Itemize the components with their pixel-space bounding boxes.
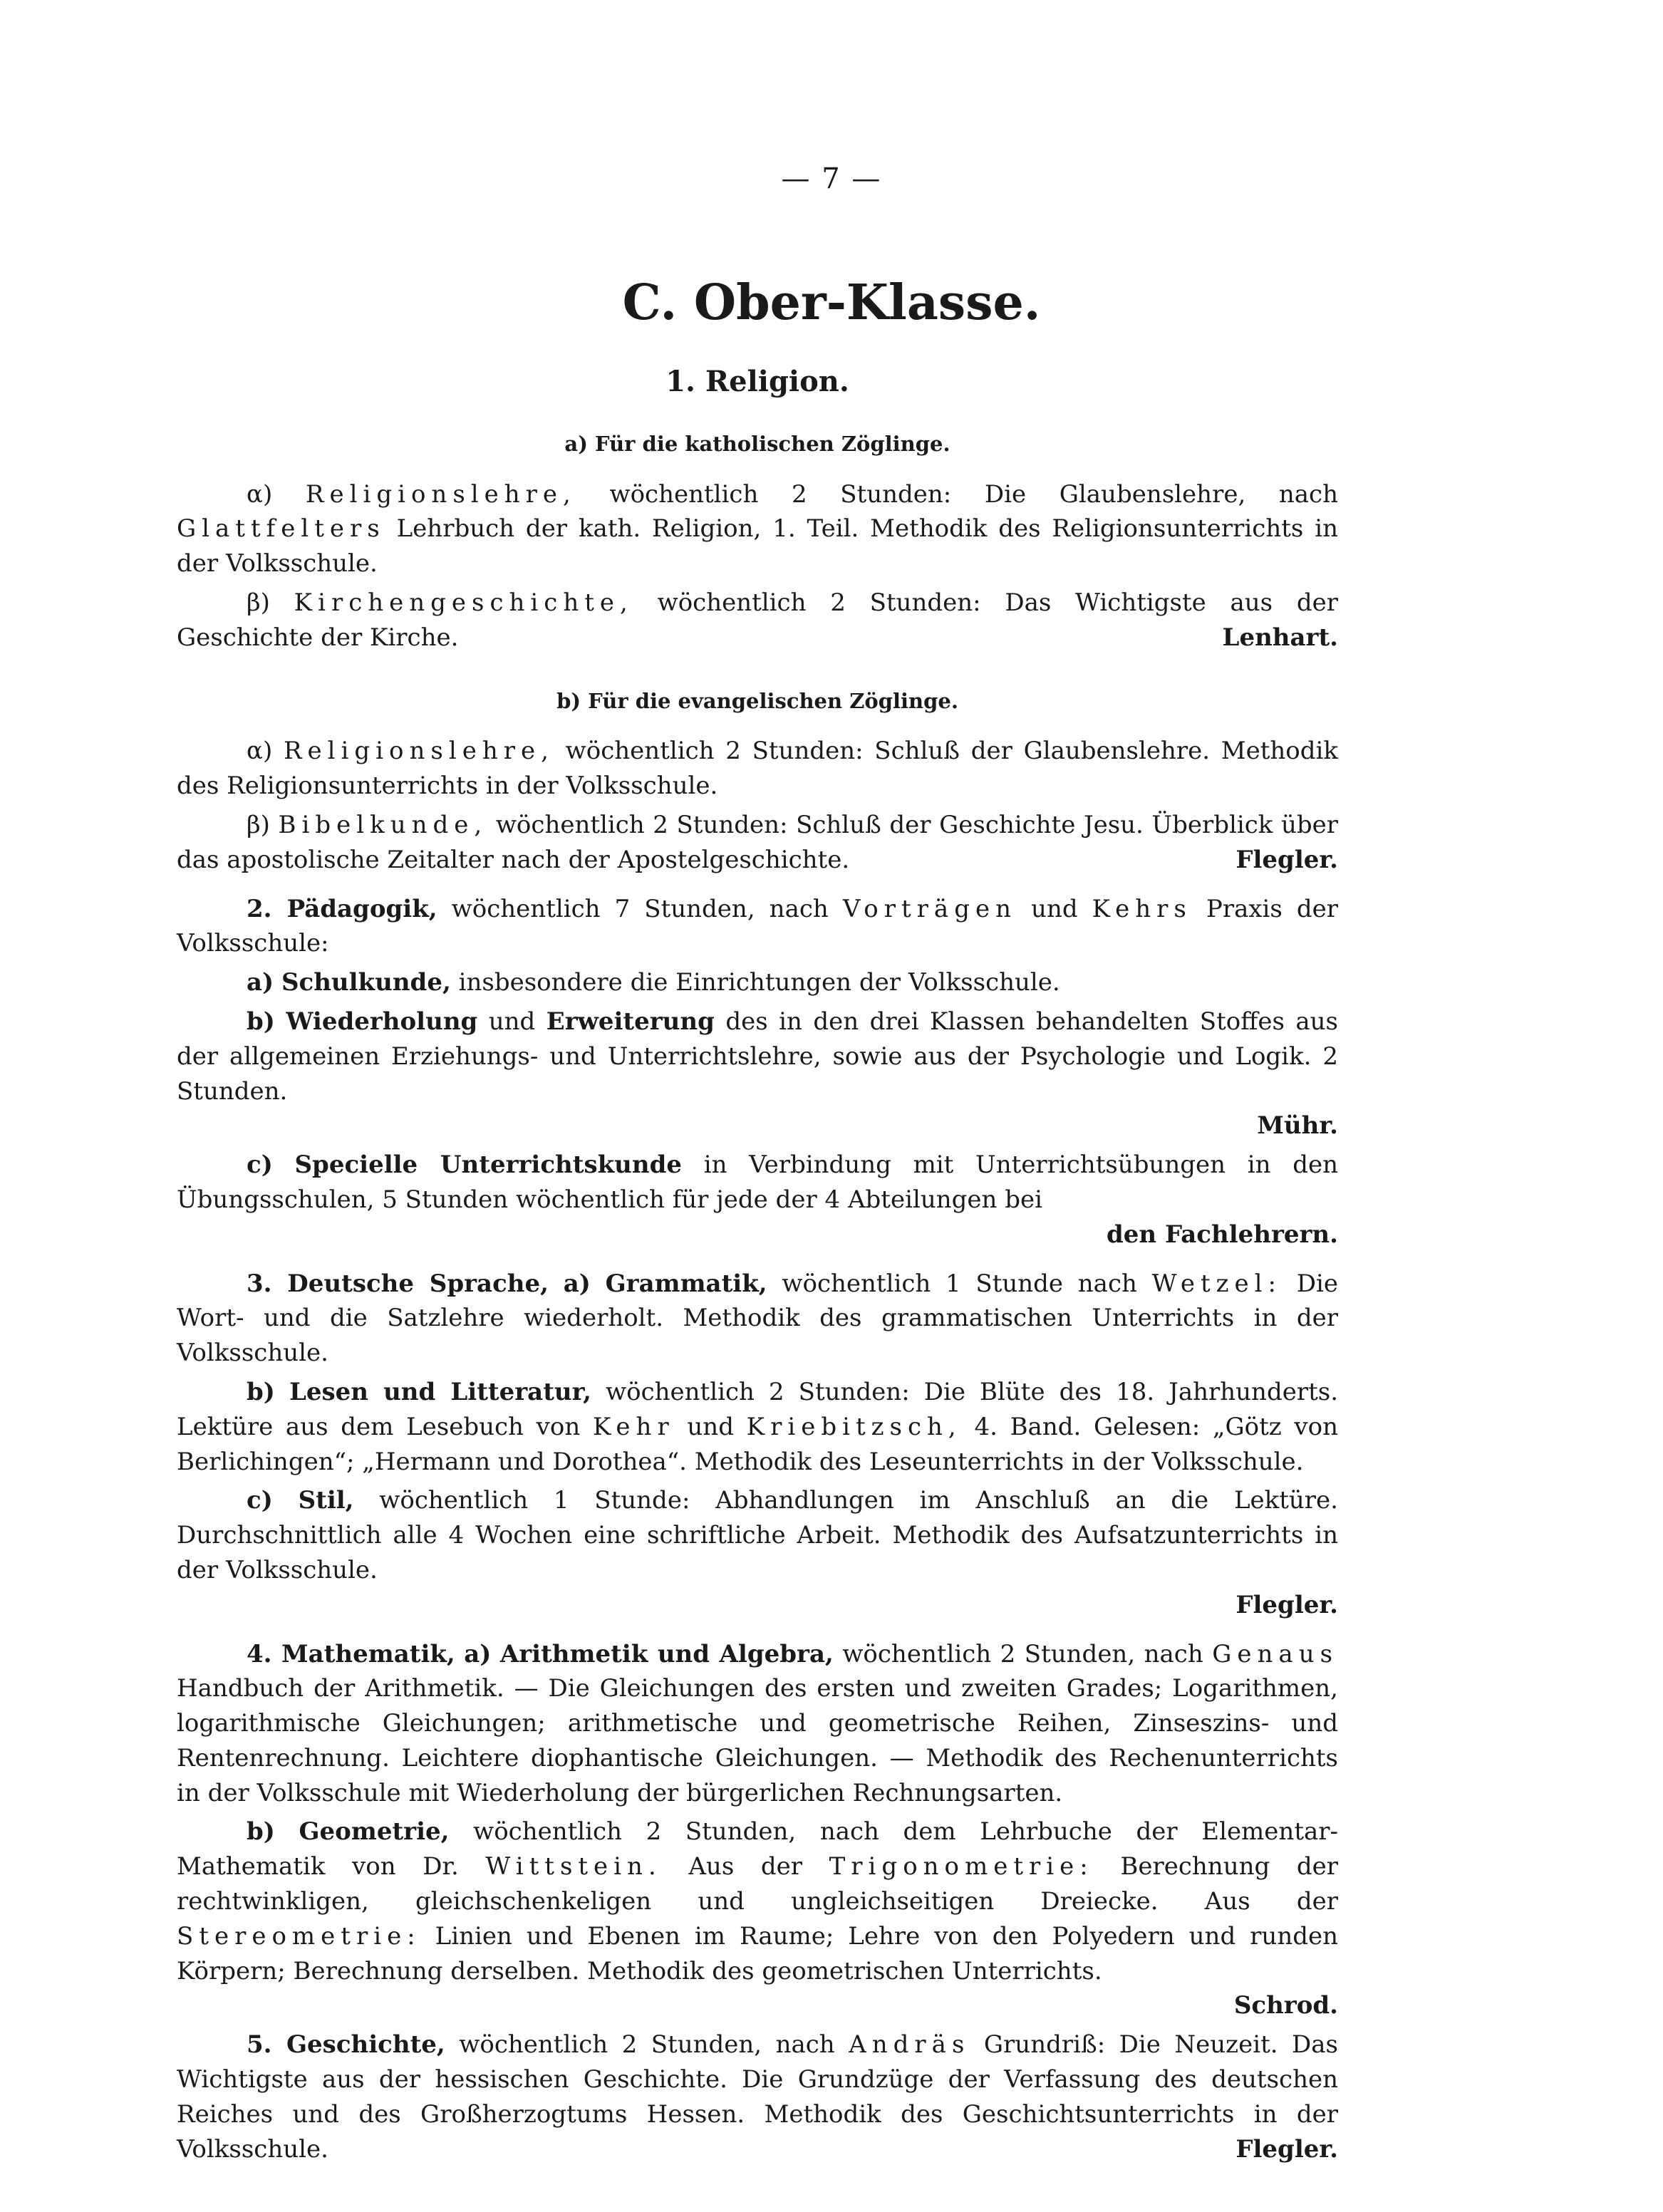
author-name: Kriebitzsch, [746,1412,962,1441]
paragraph-text: Linien und Ebenen im Raume; Lehre von den Polyedern und runden Körpern; Berechnung derselben. Methodik des geometrischen Unterrichts. [177,1921,1339,1985]
paragraph-text: Lehrbuch der kath. Religion, 1. Teil. Methodik des Religionsunterrichts in der Volksschule. [177,514,1339,578]
paragraph-text: Die Wort- und die Satzlehre wiederholt. Methodik des grammatischen Unterrichts in der Volksschule. [177,1269,1339,1368]
paragraph-paedagogik [177,892,1338,962]
page-number: — 7 — [781,162,882,195]
subject-name: Lesen und Litteratur, [289,1377,591,1406]
author-name: Wittstein. [485,1852,662,1881]
paragraph-text: und [488,1007,536,1036]
item-label: α) [247,479,273,509]
paragraph-text: wöchentlich 7 Stunden, nach [451,894,829,923]
section-title-deutsch: 3. Deutsche Sprache, [247,1269,549,1298]
item-label: a) [247,968,274,997]
subject-name: Religionslehre, [283,737,554,766]
paragraph-text: wöchentlich 2 Stunden: Die Blüte des 18. Jahrhunderts. Lektüre aus dem Lesebuch von [177,1377,1339,1441]
author-name: Kehrs [1092,894,1192,923]
author-name: Glattfelters [177,514,385,544]
emphasis-text: Trigonometrie: [829,1852,1094,1881]
paragraph-geschichte [177,2027,1338,2166]
paragraph-text: wöchentlich 2 Stunden, nach dem Lehrbuche der Elementar-Mathematik von Dr. [177,1817,1338,1881]
paragraph-text: wöchentlich 1 Stunde: Abhandlungen im Anschluß an die Lektüre. Durchschnittlich alle 4 Wochen eine schriftliche Arbeit. Methodik des Aufsatzunterrichts in der Volksschule. [177,1486,1338,1584]
paragraph-text: Praxis der Volksschule: [177,894,1339,958]
teacher-signature: Lenhart. [1222,623,1338,652]
document-body [177,365,1338,2166]
paragraph-text: 4. Band. Gelesen: „Götz von Berlichingen“; „Hermann und Dorothea“. Methodik des Leseunterrichts in der Volksschule. [177,1412,1338,1476]
teacher-signature: Flegler. [1235,2134,1338,2164]
item-label: a) [563,1269,591,1298]
section-title-geschichte: 5. Geschichte, [247,2030,445,2060]
item-label: b) [247,1817,275,1847]
paragraph-paedagogik-c [177,1148,1338,1252]
paragraph-text: wöchentlich 2 Stunden: Schluß der Glaubenslehre. Methodik des Religionsunterrichts in der Volksschule. [177,737,1338,801]
item-label: b) [247,1377,275,1406]
paragraph-religion-ev-alpha [177,734,1338,804]
paragraph-deutsch-a [177,1267,1338,1371]
teacher-signature: Flegler. [1235,1590,1338,1619]
item-label: c) [247,1151,273,1180]
subject-name: Arithmetik und Algebra, [499,1639,834,1668]
page-title: C. Ober-Klasse. [622,274,1041,331]
item-label: β) [247,810,270,839]
subject-name: Kirchengeschichte, [294,588,633,617]
section-title-religion: 1. Religion. [665,365,849,398]
paragraph-text: wöchentlich 2 Stunden: Das Wichtigste aus der Geschichte der Kirche. [177,588,1338,652]
teacher-signature: Schrod. [1233,1991,1338,2020]
paragraph-religion-ev-beta [177,808,1338,878]
paragraph-text: wöchentlich 2 Stunden: Die Glaubenslehre, nach [609,479,1338,509]
paragraph-text: Aus der [688,1852,803,1881]
paragraph-deutsch-b [177,1375,1338,1479]
subject-name: Stil, [298,1486,354,1515]
teacher-signature: Flegler. [1235,845,1338,874]
paragraph-mathematik-b [177,1814,1338,1988]
emphasis-text: Stereometrie: [177,1921,421,1951]
section-title-paedagogik: 2. Pädagogik, [247,894,437,923]
section-title-mathematik: 4. Mathematik, [247,1639,455,1668]
paragraph-text: des in den drei Klassen behandelten Stoffes aus der allgemeinen Erziehungs- und Unterrichtslehre, sowie aus der Psychologie und Logik. 2 Stunden. [177,1007,1338,1106]
paragraph-text: Berechnung der rechtwinkligen, gleichschenkeligen und ungleichseitigen Dreiecke. Aus der [177,1852,1338,1916]
subtitle-catholic: a) Für die katholischen Zöglinge. [564,431,950,456]
item-label: b) [247,1007,275,1036]
paragraph-text: wöchentlich 2 Stunden: Schluß der Geschichte Jesu. Überblick über das apostolische Zeitalter nach der Apostelgeschichte. [177,810,1338,874]
subtitle-protestant: b) Für die evangelischen Zöglinge. [556,688,958,713]
author-name: Genaus [1212,1639,1339,1668]
emphasis-text: Vorträgen [842,894,1017,923]
paragraph-mathematik-a [177,1637,1338,1811]
author-name: Andräs [849,2030,970,2060]
subject-name: Schulkunde, [281,968,451,997]
subject-name: Grammatik, [605,1269,767,1298]
paragraph-text: in Verbindung mit Unterrichtsübungen in den Übungsschulen, 5 Stunden wöchentlich für jede der 4 Abteilungen bei [177,1151,1338,1214]
paragraph-paedagogik-a [177,965,1338,1000]
teacher-signature: Mühr. [1257,1111,1338,1141]
subject-name: Specielle Unterrichtskunde [294,1151,683,1180]
item-label: β) [247,588,270,617]
teacher-signature: den Fachlehrern. [1107,1220,1338,1249]
paragraph-text: und [1031,894,1078,923]
item-label: α) [247,737,273,766]
subject-name: Bibelkunde, [278,810,488,839]
paragraph-text: Grundriß: Die Neuzeit. Das Wichtigste aus der hessischen Geschichte. Die Grundzüge der Verfassung des deutschen Reiches und des Großherzogtums Hessen. Methodik des Geschichtsunterrichts in der Volksschule. [177,2030,1339,2164]
subject-name: Wiederholung [286,1007,478,1036]
paragraph-religion-kath-beta [177,586,1338,655]
subject-name: Erweiterung [546,1007,715,1036]
paragraph-deutsch-c [177,1483,1338,1587]
paragraph-religion-kath-alpha [177,477,1338,581]
item-label: c) [247,1486,273,1515]
author-name: Wetzel: [1151,1269,1282,1298]
item-label: a) [464,1639,492,1668]
paragraph-text: Handbuch der Arithmetik. — Die Gleichungen des ersten und zweiten Grades; Logarithmen, logarithmische Gleichungen; arithmetische und geometrische Reihen, Zinseszins- und Rentenrechnung. Leichtere diophantische Gleichungen. — Methodik des Rechenunterrichts in der Volksschule mit Wiederholung der bürgerlichen Rechnungsarten. [177,1674,1338,1807]
paragraph-text: wöchentlich 1 Stunde nach [782,1269,1137,1298]
subject-name: Geometrie, [299,1817,450,1847]
paragraph-text: wöchentlich 2 Stunden, nach [459,2030,835,2060]
paragraph-paedagogik-b [177,1004,1338,1108]
paragraph-text: und [687,1412,734,1441]
paragraph-text: insbesondere die Einrichtungen der Volksschule. [458,968,1060,997]
subject-name: Religionslehre, [305,479,576,509]
author-name: Kehr [592,1412,675,1441]
paragraph-text: wöchentlich 2 Stunden, nach [842,1639,1203,1668]
